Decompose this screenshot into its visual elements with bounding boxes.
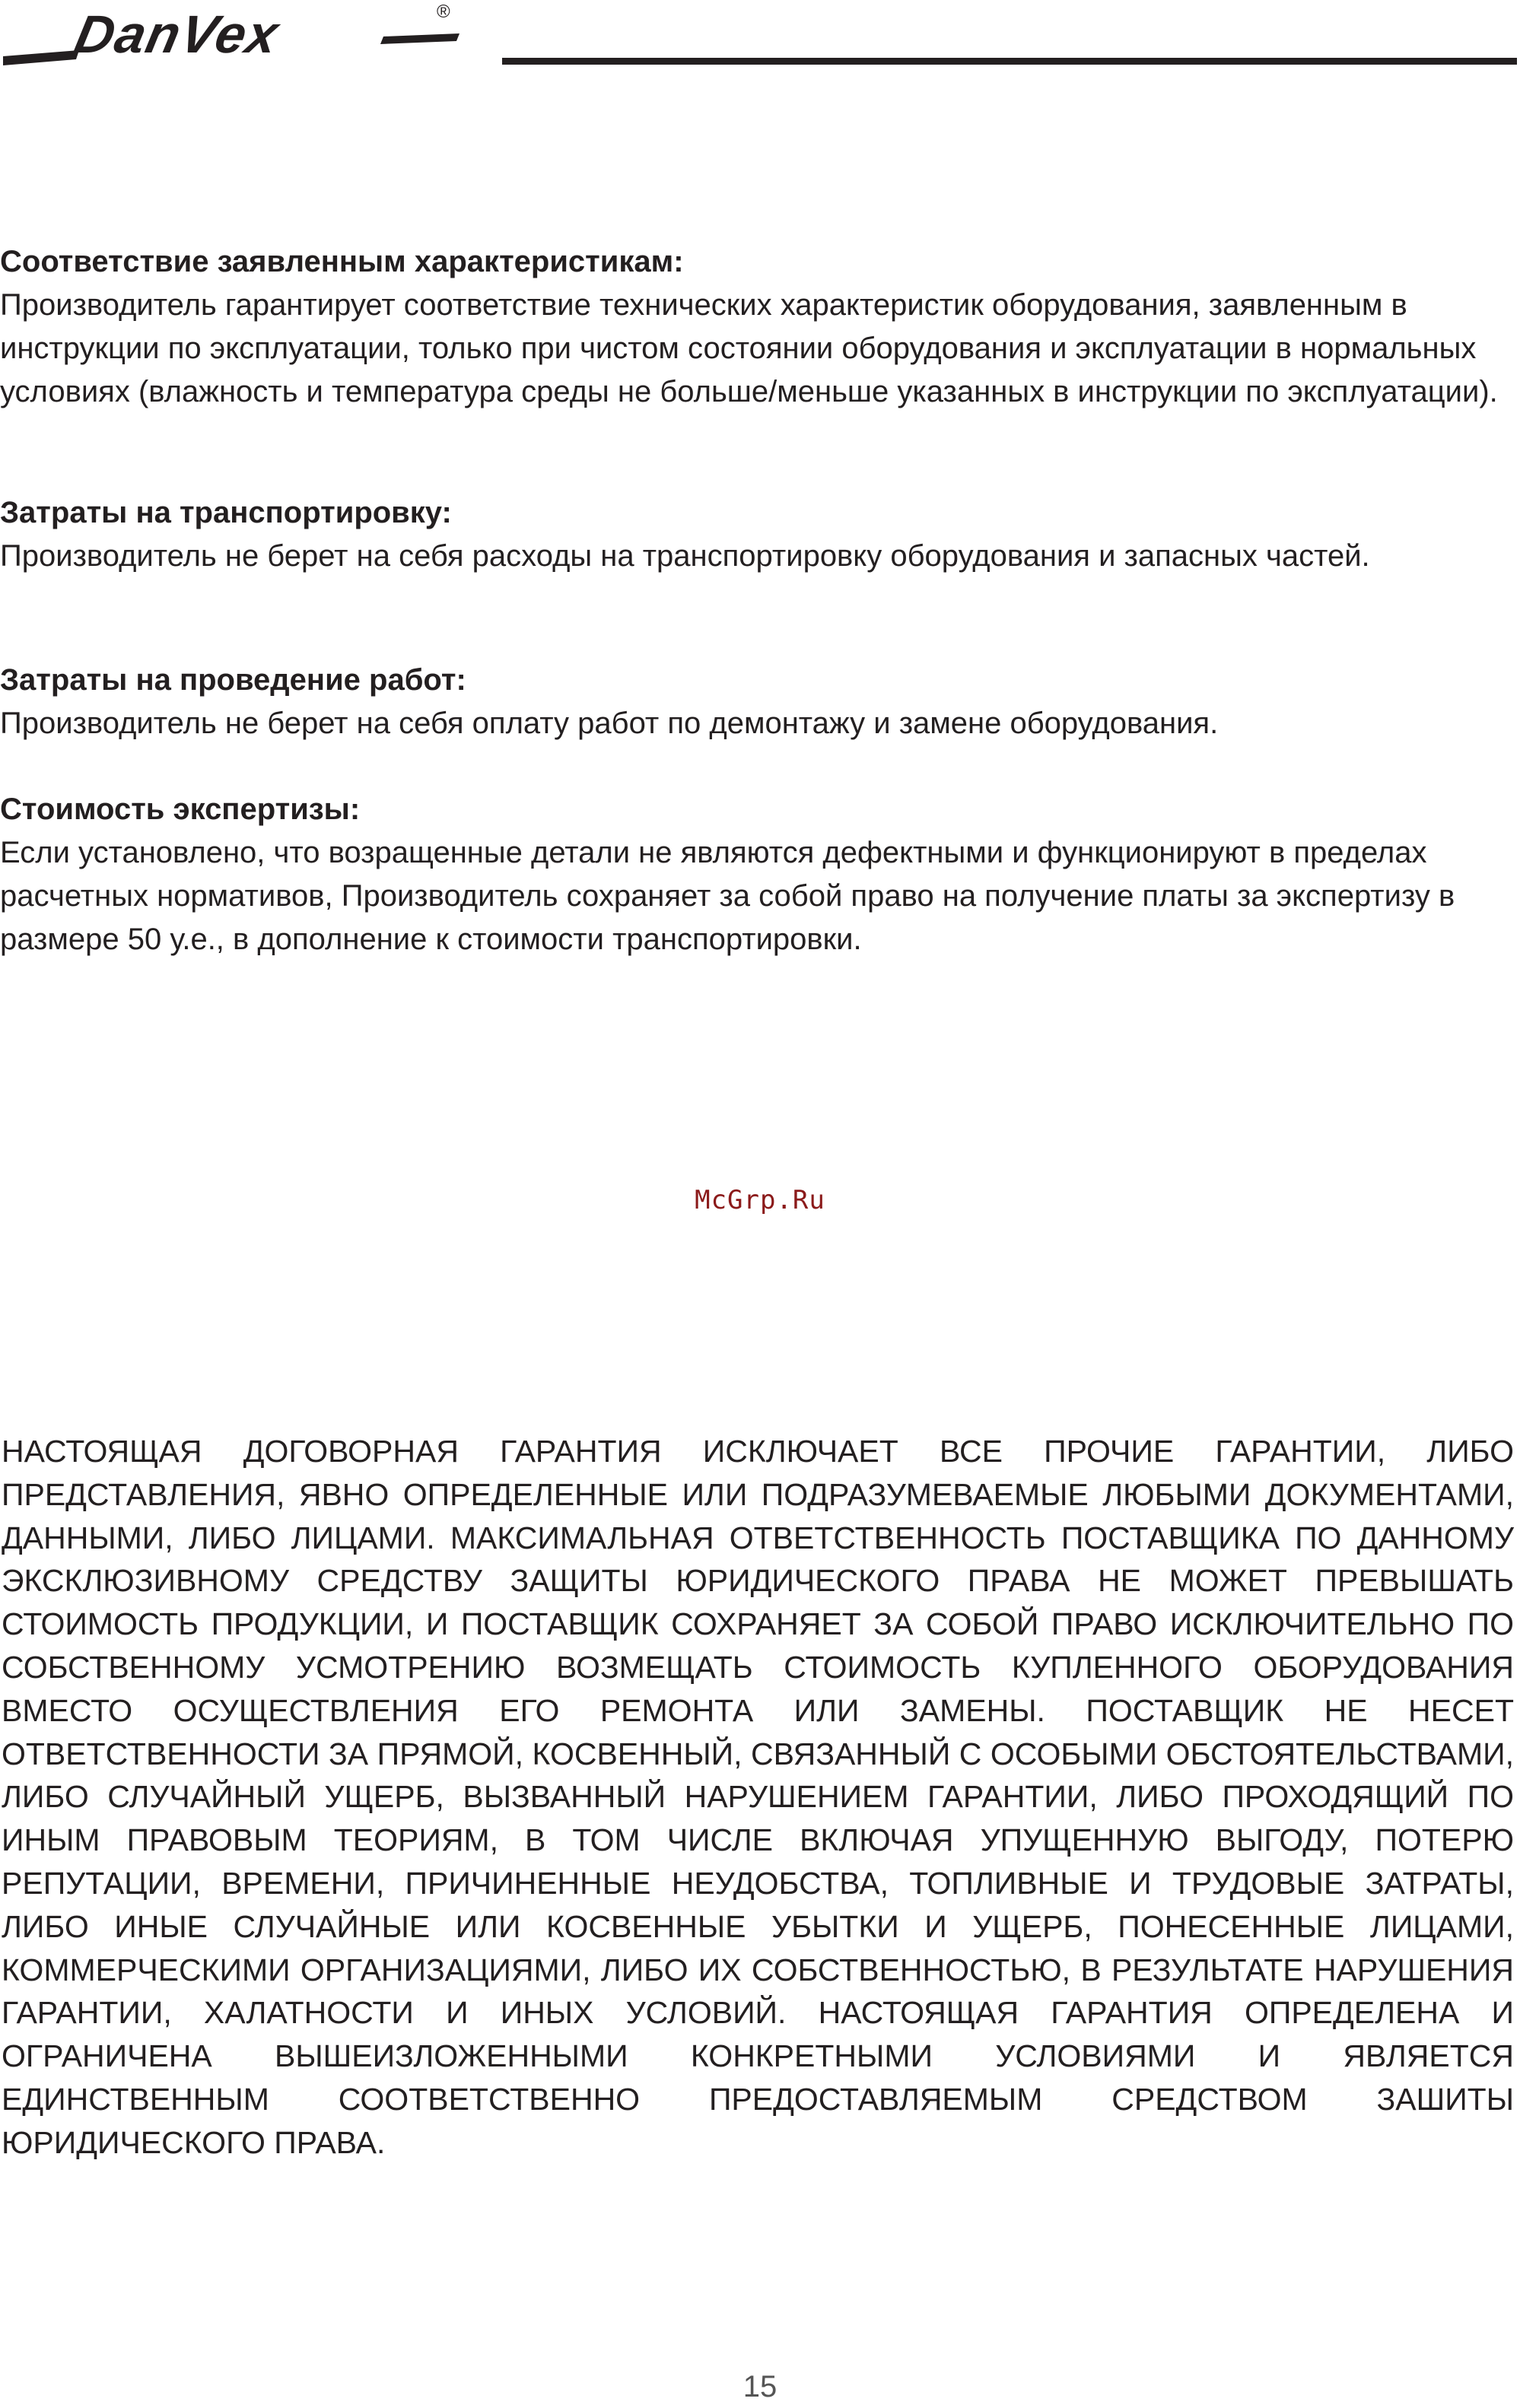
section-body: Производитель гарантирует соответствие технических характеристик оборудования, заявленным в инструкции по эксплуатации, только при чистом состоянии оборудования и эксплуатации в нормальных условиях (влажность и температура среды не больше/меньше указанных в инструкции по эксплуатации).: [0, 288, 1498, 408]
section-body: Производитель не берет на себя оплату работ по демонтажу и замене оборудования.: [0, 707, 1219, 740]
registered-mark: ®: [437, 2, 450, 22]
section-expertise-cost: [0, 788, 1514, 961]
section-heading: Стоимость экспертизы:: [0, 793, 361, 826]
section-body: Производитель не берет на себя расходы на транспортировку оборудования и запасных частей.: [0, 539, 1370, 573]
header-divider: [502, 58, 1517, 65]
section-heading: Затраты на проведение работ:: [0, 663, 466, 697]
section-work-costs: [0, 659, 1514, 745]
disclaimer-text: НАСТОЯЩАЯ ДОГОВОРНАЯ ГАРАНТИЯ ИСКЛЮЧАЕТ ВСЕ ПРОЧИЕ ГАРАНТИИ, ЛИБО ПРЕДСТАВЛЕНИЯ, ЯВНО ОПРЕДЕЛЕННЫЕ ИЛИ ПОДРАЗУМЕВАЕМЫЕ ЛЮБЫМИ ДОКУМЕНТАМИ, ДАННЫМИ, ЛИБО ЛИЦАМИ. МАКСИМАЛЬНАЯ ОТВЕТСТВЕННОСТЬ ПОСТАВЩИКА ПО ДАННОМУ ЭКСКЛЮЗИВНОМУ СРЕДСТВУ ЗАЩИТЫ ЮРИДИЧЕСКОГО ПРАВА НЕ МОЖЕТ ПРЕВЫШАТЬ СТОИМОСТЬ ПРОДУКЦИИ, И ПОСТАВЩИК СОХРАНЯЕТ ЗА СОБОЙ ПРАВО ИСКЛЮЧИТЕЛЬНО ПО СОБСТВЕННОМУ УСМОТРЕНИЮ ВОЗМЕЩАТЬ СТОИМОСТЬ КУПЛЕННОГО ОБОРУДОВАНИЯ ВМЕСТО ОСУЩЕСТВЛЕНИЯ ЕГО РЕМОНТА ИЛИ ЗАМЕНЫ. ПОСТАВЩИК НЕ НЕСЕТ ОТВЕТСТВЕННОСТИ ЗА ПРЯМОЙ, КОСВЕННЫЙ, СВЯЗАННЫЙ С ОСОБЫМИ ОБСТОЯТЕЛЬСТВАМИ, ЛИБО СЛУЧАЙНЫЙ УЩЕРБ, ВЫЗВАННЫЙ НАРУШЕНИЕМ ГАРАНТИИ, ЛИБО ПРОХОДЯЩИЙ ПО ИНЫМ ПРАВОВЫМ ТЕОРИЯМ, В ТОМ ЧИСЛЕ ВКЛЮЧАЯ УПУЩЕННУЮ ВЫГОДУ, ПОТЕРЮ РЕПУТАЦИИ, ВРЕМЕНИ, ПРИЧИНЕННЫЕ НЕУДОБСТВА, ТОПЛИВНЫЕ И ТРУДОВЫЕ ЗАТРАТЫ, ЛИБО ИНЫЕ СЛУЧАЙНЫЕ ИЛИ КОСВЕННЫЕ УБЫТКИ И УЩЕРБ, ПОНЕСЕННЫЕ ЛИЦАМИ, КОММЕРЧЕСКИМИ ОРГАНИЗАЦИЯМИ, ЛИБО ИХ СОБСТВЕННОСТЬЮ, В РЕЗУЛЬТАТЕ НАРУШЕНИЯ ГАРАНТИИ, ХАЛАТНОСТИ И ИНЫХ УСЛОВИЙ. НАСТОЯЩАЯ ГАРАНТИЯ ОПРЕДЕЛЕНА И ОГРАНИЧЕНА ВЫШЕИЗЛОЖЕННЫМИ КОНКРЕТНЫМИ УСЛОВИЯМИ И ЯВЛЯЕТСЯ ЕДИНСТВЕННЫМ СООТВЕТСТВЕННО ПРЕДОСТАВЛЯЕМЫМ СРЕДСТВОМ ЗАШИТЫ ЮРИДИЧЕСКОГО ПРАВА.: [2, 1434, 1514, 2160]
section-body: Если установлено, что возращенные детали не являются дефектными и функционируют в пределах расчетных нормативов, Производитель сохраняет за собой право на получение платы за экспертизу в размере 50 у.е., в дополнение к стоимости транспортировки.: [0, 836, 1455, 956]
page-header: [0, 0, 1520, 76]
section-conformance: [0, 240, 1514, 414]
section-heading: Затраты на транспортировку:: [0, 496, 452, 529]
section-heading: Соответствие заявленным характеристикам:: [0, 245, 684, 278]
section-transport-costs: [0, 491, 1514, 578]
watermark: McGrp.Ru: [695, 1185, 825, 1215]
brand-logo: [3, 3, 467, 68]
brand-name: DanVex: [69, 5, 285, 64]
warranty-disclaimer: [2, 1430, 1514, 2165]
page-number: 15: [743, 2370, 777, 2403]
